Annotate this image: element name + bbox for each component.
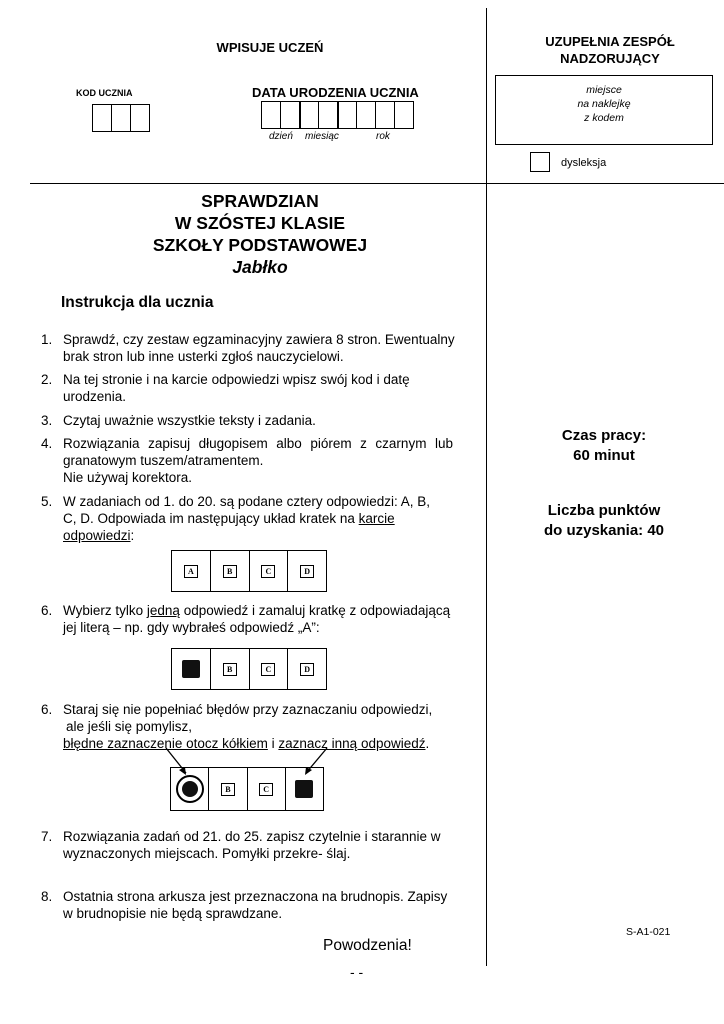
student-fills-heading: WPISUJE UCZEŃ [216,40,324,55]
answer-box-c: C [261,663,275,676]
title-line-3: SZKOŁY PODSTAWOWEJ [152,235,368,255]
birth-date-label: DATA URODZENIA UCZNIA [252,85,419,100]
sticker-text-3: z kodem [584,112,624,124]
answer-box-b: B [221,783,235,796]
work-time-value: 60 minut [573,447,635,464]
circled-wrong-mark [176,775,204,803]
answer-box-c: C [259,783,273,796]
horizontal-divider [30,183,724,184]
answer-sheet-link: karcie odpowiedzi [63,511,395,543]
sticker-text-2: na naklejkę [577,98,631,110]
date-month-label: miesiąc [305,131,339,142]
dyslexia-label: dysleksja [561,157,607,169]
filled-answer-d-mark [295,780,313,798]
birth-date-cells[interactable] [262,101,414,129]
instruction-8: 7. Rozwiązania zadań od 21. do 25. zapisz czytelnie i starannie w wyznaczonych miejscach. Pomyłki przekre- ślaj. [41,829,441,861]
answer-grid-filled-example [171,648,327,690]
instruction-9: 8. Ostatnia strona arkusza jest przeznaczona na brudnopis. Zapisy w brudnopisie nie będą sprawdzane. [41,889,448,921]
instruction-3: 3. Czytaj uważnie wszystkie teksty i zadania. [41,413,316,428]
student-code-label: KOD UCZNIA [76,88,133,98]
work-time-label: Czas pracy: [561,427,647,444]
dyslexia-checkbox[interactable] [530,152,550,172]
instruction-2: 2. Na tej stronie i na karcie odpowiedzi wpisz swój kod i datę urodzenia. [41,372,410,404]
answer-box-b: B [223,565,237,578]
instruction-7: 6. Staraj się nie popełniać błędów przy zaznaczaniu odpowiedzi, ale jeśli się pomylisz, błędne zaznaczenie otocz kółkiem i zaznacz inną odpowiedź. [41,702,433,751]
title-subtitle: Jabłko [232,257,288,277]
exam-code: S-A1-021 [626,926,671,938]
sticker-text-1: miejsce [586,84,622,96]
answer-grid-example [171,550,327,592]
answer-grid-correction-example [170,767,324,811]
title-line-2: W SZÓSTEJ KLASIE [174,213,346,233]
instruction-4: 4. Rozwiązania zapisuj długopisem albo piórem z czarnym lub granatowym tuszem/atramentem. Nie używaj korektora. [41,436,453,485]
page-number: - - [350,964,364,980]
answer-box-c: C [261,565,275,578]
points-value: do uzyskania: 40 [543,522,665,539]
exam-title [100,190,420,278]
answer-box-d: D [300,663,314,676]
date-day-label: dzień [269,131,293,142]
instruction-6: 6. Wybierz tylko jedną odpowiedź i zamaluj kratkę z odpowiadającą jej literą – np. gdy wybrałeś odpowiedź „A”: [41,603,451,635]
student-code-cells[interactable] [93,104,150,132]
date-year-label: rok [376,131,390,142]
work-time [510,426,698,466]
points-info [510,501,698,541]
vertical-divider [486,8,487,966]
filled-answer-a-mark [182,660,200,678]
answer-box-a: A [184,565,198,578]
answer-box-b: B [223,663,237,676]
instruction-1: 1. Sprawdź, czy zestaw egzaminacyjny zawiera 8 stron. Ewentualny brak stron lub inne usterki zgłoś nauczycielowi. [41,332,455,364]
answer-box-d: D [300,565,314,578]
instruction-5: 5. W zadaniach od 1. do 20. są podane cztery odpowiedzi: A, B, C, D. Odpowiada im następujący układ kratek na karcie odpowiedzi: [41,494,430,543]
title-line-1: SPRAWDZIAN [201,191,319,211]
points-label: Liczba punktów [547,502,661,519]
good-luck: Powodzenia! [323,937,412,954]
instructions-heading: Instrukcja dla ucznia [61,294,214,311]
sticker-area [495,75,713,145]
team-fills-heading: UZUPEŁNIA ZESPÓŁ NADZORUJĄCY [545,34,675,66]
